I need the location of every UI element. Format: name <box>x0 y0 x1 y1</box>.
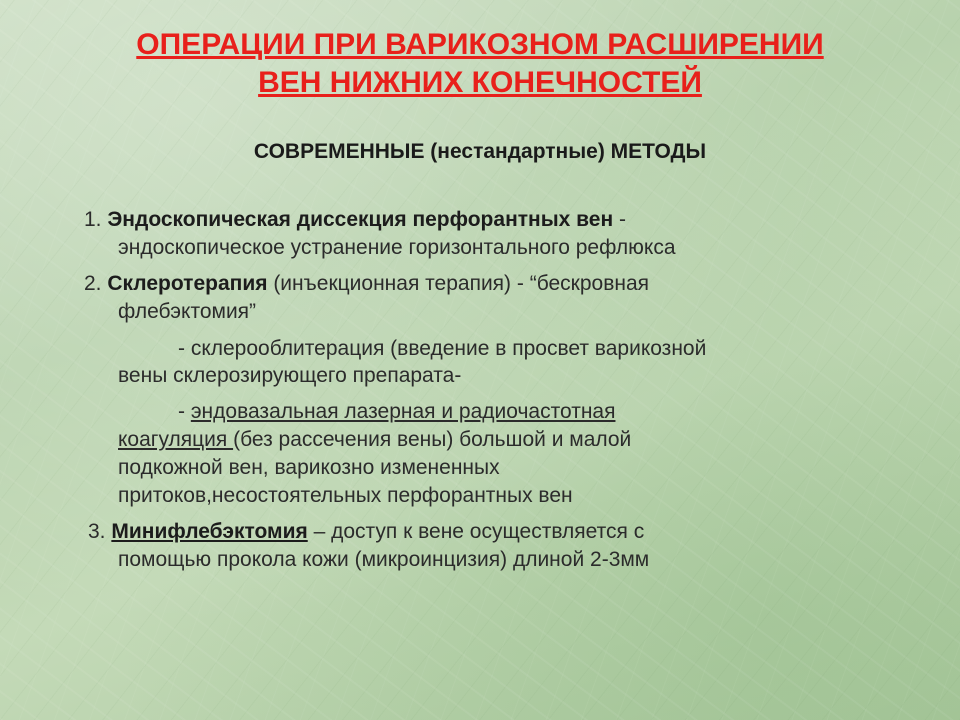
list-item-2-line-1 <box>84 270 649 297</box>
item-1-text: - <box>613 208 626 231</box>
item-1-heading: Эндоскопическая диссекция перфорантных вен <box>107 208 614 231</box>
title-line-1: ОПЕРАЦИИ ПРИ ВАРИКОЗНОМ РАСШИРЕНИИ <box>136 28 824 61</box>
list-item-1-line-2: эндоскопическое устранение горизонтального рефлюкса <box>118 236 676 259</box>
sub-item-2-line-1 <box>178 398 615 425</box>
item-3-text: – доступ к вене осуществляется с <box>307 520 645 543</box>
item-2-heading: Склеротерапия <box>107 272 268 295</box>
list-item-3-line-1 <box>88 518 644 545</box>
list-item-3-line-2: помощью прокола кожи (микроинцизия) длиной 2-3мм <box>118 548 650 571</box>
sub-item-2-line-2 <box>118 426 631 453</box>
sub-item-2-line-3: подкожной вен, варикозно измененных <box>118 456 500 479</box>
sub-item-2-underlined-1: эндовазальная лазерная и радиочастотная <box>190 400 616 423</box>
slide-subtitle: СОВРЕМЕННЫЕ (нестандартные) МЕТОДЫ <box>253 140 707 163</box>
sub-item-1-line-1: - склерооблитерация (введение в просвет варикозной <box>178 337 707 360</box>
item-1-number: 1. <box>84 208 108 231</box>
sub-item-2-underlined-2: коагуляция <box>118 428 234 451</box>
list-item-1-line-1 <box>84 206 626 233</box>
item-2-number: 2. <box>84 272 108 295</box>
sub-item-2-dash: - <box>178 400 191 423</box>
item-3-heading: Минифлебэктомия <box>111 520 308 543</box>
list-item-2-line-2: флебэктомия” <box>118 300 257 323</box>
sub-item-1-line-2: вены склерозирующего препарата- <box>118 364 462 387</box>
item-3-number: 3. <box>88 520 112 543</box>
item-2-text: (инъекционная терапия) - “бескровная <box>267 272 650 295</box>
sub-item-2-text: (без рассечения вены) большой и малой <box>233 428 632 451</box>
sub-item-2-line-4: притоков,несостоятельных перфорантных вен <box>118 484 573 507</box>
title-line-2: ВЕН НИЖНИХ КОНЕЧНОСТЕЙ <box>258 66 702 99</box>
